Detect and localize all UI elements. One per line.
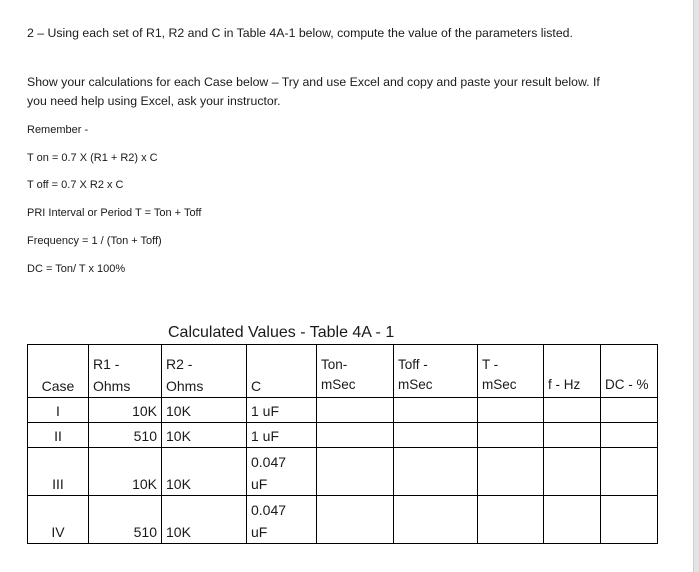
cell-case: I <box>28 398 89 423</box>
header-toff: Toff - mSec <box>394 345 478 398</box>
instruction-paragraph-1: 2 – Using each set of R1, R2 and C in Table 4A-1 below, compute the value of the parameters listed. <box>27 26 573 40</box>
cell-ton[interactable] <box>317 398 394 423</box>
calculated-values-table <box>27 344 658 544</box>
formula-duty-cycle: DC = Ton/ T x 100% <box>27 263 126 275</box>
page-edge-shadow <box>694 0 699 572</box>
table-row <box>28 496 658 544</box>
cell-duty-cycle[interactable] <box>601 496 658 544</box>
table-caption: Calculated Values - Table 4A - 1 <box>168 324 395 341</box>
header-period: T - mSec <box>478 345 544 398</box>
formula-ton: T on = 0.7 X (R1 + R2) x C <box>27 152 158 164</box>
table-row <box>28 423 658 448</box>
header-duty-cycle: DC - % <box>601 345 658 398</box>
cell-ton[interactable] <box>317 423 394 448</box>
cell-period[interactable] <box>478 496 544 544</box>
cell-r2: 10K <box>162 448 247 496</box>
cell-r1: 10K <box>89 398 162 423</box>
cell-frequency[interactable] <box>544 423 601 448</box>
cell-duty-cycle[interactable] <box>601 398 658 423</box>
header-c: C <box>247 345 317 398</box>
cell-period[interactable] <box>478 398 544 423</box>
cell-r2: 10K <box>162 423 247 448</box>
cell-c: 0.047 uF <box>247 448 317 496</box>
remember-label: Remember - <box>27 124 89 136</box>
cell-r1: 10K <box>89 448 162 496</box>
cell-duty-cycle[interactable] <box>601 448 658 496</box>
cell-r1: 510 <box>89 423 162 448</box>
cell-c: 0.047 uF <box>247 496 317 544</box>
header-r1: R1 - Ohms <box>89 345 162 398</box>
cell-ton[interactable] <box>317 496 394 544</box>
cell-c: 1 uF <box>247 423 317 448</box>
table-row <box>28 398 658 423</box>
cell-frequency[interactable] <box>544 496 601 544</box>
cell-duty-cycle[interactable] <box>601 423 658 448</box>
cell-r2: 10K <box>162 496 247 544</box>
cell-frequency[interactable] <box>544 398 601 423</box>
cell-case: IV <box>28 496 89 544</box>
instruction-paragraph-2: Show your calculations for each Case below – Try and use Excel and copy and paste your result below. If you need help using Excel, ask your instructor. <box>27 75 600 108</box>
formula-toff: T off = 0.7 X R2 x C <box>27 179 124 191</box>
cell-toff[interactable] <box>394 448 478 496</box>
cell-toff[interactable] <box>394 496 478 544</box>
formula-period: PRI Interval or Period T = Ton + Toff <box>27 207 202 219</box>
cell-ton[interactable] <box>317 448 394 496</box>
table-row <box>28 448 658 496</box>
cell-r1: 510 <box>89 496 162 544</box>
header-r2: R2 - Ohms <box>162 345 247 398</box>
header-frequency: f - Hz <box>544 345 601 398</box>
cell-case: III <box>28 448 89 496</box>
header-ton: Ton- mSec <box>317 345 394 398</box>
cell-frequency[interactable] <box>544 448 601 496</box>
cell-case: II <box>28 423 89 448</box>
header-case: Case <box>28 345 89 398</box>
cell-toff[interactable] <box>394 423 478 448</box>
formula-frequency: Frequency = 1 / (Ton + Toff) <box>27 235 162 247</box>
cell-r2: 10K <box>162 398 247 423</box>
cell-toff[interactable] <box>394 398 478 423</box>
table-header-row <box>28 345 658 398</box>
cell-period[interactable] <box>478 448 544 496</box>
cell-period[interactable] <box>478 423 544 448</box>
cell-c: 1 uF <box>247 398 317 423</box>
